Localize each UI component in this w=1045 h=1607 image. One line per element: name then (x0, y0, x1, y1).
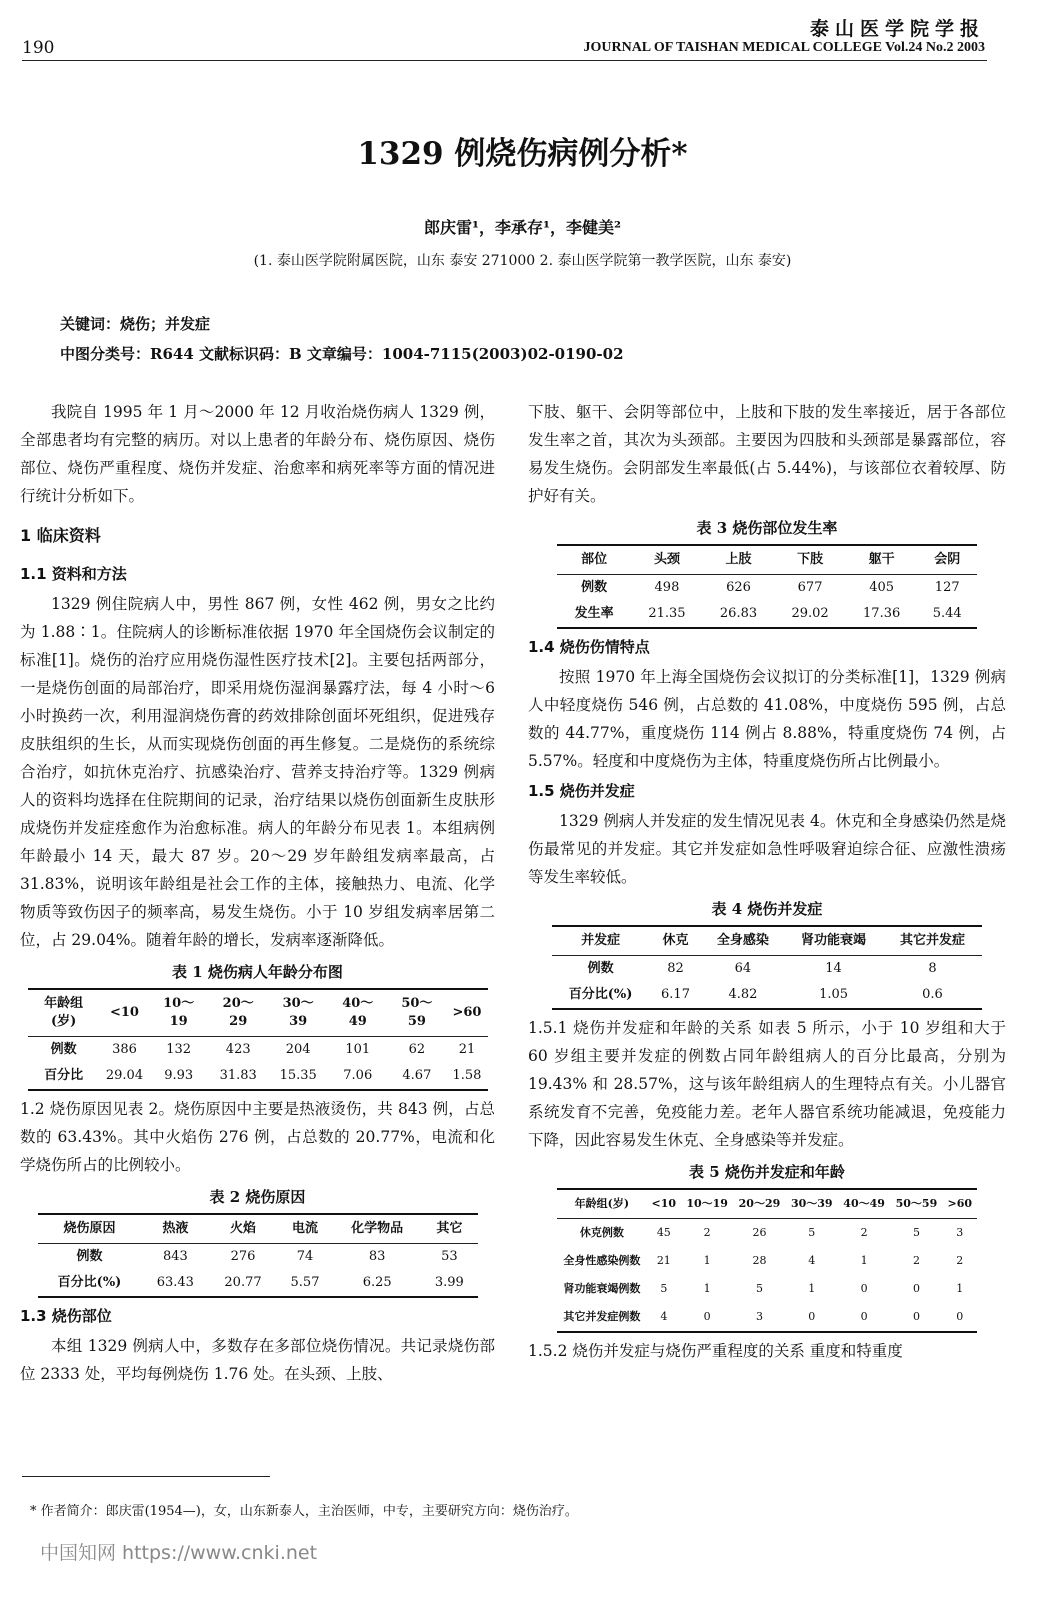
table-header-cell: <10 (647, 1189, 681, 1219)
table-cell: 3.99 (421, 1270, 477, 1297)
table-header-cell: 10～19 (681, 1189, 733, 1219)
table-cell: 31.83 (208, 1063, 268, 1090)
table-cell: 0 (890, 1303, 942, 1332)
affiliation: (1. 泰山医学院附属医院，山东 泰安 271000 2. 泰山医学院第一教学医院，山东 泰安) (253, 253, 792, 269)
table-cell: 0 (838, 1303, 890, 1332)
section-heading-1: 1 临床资料 (20, 526, 101, 545)
table-cell: 74 (296, 1249, 314, 1264)
table-cell: 17.36 (846, 601, 918, 628)
table-cell: 0.6 (883, 982, 982, 1009)
table-header-cell: 年龄组(岁) (557, 1189, 647, 1219)
paragraph-1-2: 1.2 烧伤原因见表 2。烧伤原因中主要是热液烫伤，共 843 例，占总数的 63.43%。其中火焰伤 276 例，占总数的 20.77%，电流和化学烧伤所占的比例较小。 (20, 1100, 495, 1174)
table-header-cell: 热液 (142, 1214, 210, 1244)
paragraph-1-1: 1329 例住院病人中，男性 867 例，女性 462 例，男女之比约为 1.88∶1。住院病人的诊断标准依据 1970 年全国烧伤会议制定的标准[1]。烧伤的治疗应用烧伤湿性医疗技术[2]。主要包括两部分，一是烧伤创面的局部治疗，即采用烧伤湿润暴露疗法，每 4 小时～6 小时换药一次，利用湿润烧伤膏的药效排除创面坏死组织，促进残存皮肤组织的生长，从而实现烧伤创面的再生修复。二是烧伤的系统综合治疗，如抗休克治疗、抗感染治疗、营养支持治疗等。1329 例病人的资料均选择在住院期间的记录，治疗结果以烧伤创面新生皮肤形成烧伤并发症痊愈作为治愈标准。病人的年龄分布见表 1。本组病例年龄最小 14 天，最大 87 岁。20～29 岁年龄组发病率最高，占 31.83%，说明该年龄组是社会工作的主体，接触热力、电流、化学物质等致伤因子的频率高，易发生烧伤。小于 10 岁组发病率居第二位，占 29.04%。随着年龄的增长，发病率逐渐降低。 (20, 595, 495, 949)
table-cell: 677 (797, 580, 823, 595)
table-cell: 101 (345, 1042, 371, 1057)
header-rule (22, 60, 987, 61)
table-cell: 498 (654, 580, 680, 595)
table-header-cell: 头颈 (631, 545, 703, 575)
table-cell: 132 (166, 1042, 192, 1057)
table-cell: 1 (956, 1282, 964, 1295)
table2-caption: 表 2 烧伤原因 (209, 1188, 306, 1206)
table-cell: 405 (869, 580, 895, 595)
table-cell: 0 (786, 1303, 838, 1332)
table-cell: 0 (681, 1303, 733, 1332)
table-row (557, 601, 977, 628)
table-cell: 4.67 (387, 1063, 446, 1090)
table-header-cell: 年龄组(岁) (28, 989, 100, 1037)
table-cell: 386 (112, 1042, 137, 1057)
table-cell: 9.93 (149, 1063, 208, 1090)
table-cell: 0 (943, 1303, 977, 1332)
intro-paragraph: 我院自 1995 年 1 月～2000 年 12 月收治烧伤病人 1329 例，全部患者均有完整的病历。对以上患者的年龄分布、烧伤原因、烧伤部位、烧伤严重程度、烧伤并发症、治愈率和病死率等方面的情况进行统计分析如下。 (20, 403, 495, 505)
table-cell: 4 (808, 1254, 816, 1267)
table-header-cell: 下肢 (774, 545, 846, 575)
table-row-label: 休克例数 (579, 1226, 624, 1239)
table-header-cell: 躯干 (846, 545, 918, 575)
table-cell: 15.35 (268, 1063, 328, 1090)
table-cell: 626 (726, 580, 751, 595)
table-row (557, 1247, 977, 1275)
table-cell: 63.43 (142, 1270, 210, 1297)
header-journal-cn: 泰山医学院学报 (809, 18, 985, 40)
table-header-cell: 肾功能衰竭 (784, 926, 883, 956)
table-cell: 1.58 (446, 1063, 487, 1090)
table-row (28, 1037, 488, 1064)
table-header-cell: >60 (446, 989, 487, 1037)
table-5 (557, 1188, 977, 1333)
table-row-label: 发生率 (557, 601, 631, 628)
table-cell: 21 (656, 1254, 671, 1267)
table-2 (38, 1213, 478, 1298)
paragraph-1-5-1: 1.5.1 烧伤并发症和年龄的关系 如表 5 所示，小于 10 岁组和大于 60 岁组主要并发症的例数占同年龄组病人的百分比最高，分别为 19.43% 和 28.57%，这与该年龄组病人的生理特点有关。小儿器官系统发育不完善，免疫能力差。老年人器官系统功能减退，免疫能力下降，因此容易发生休克、全身感染等并发症。 (528, 1019, 1006, 1149)
table-cell: 5 (912, 1226, 920, 1239)
table-cell: 6.17 (649, 982, 702, 1009)
table-cell: 28 (752, 1254, 767, 1267)
left-column (20, 398, 495, 1388)
table-header-cell: 40～49 (838, 1189, 890, 1219)
article-title: 1329 例烧伤病例分析* (357, 136, 688, 172)
table-header-cell: 其它 (421, 1214, 477, 1244)
table-header-cell: 30～39 (268, 989, 328, 1037)
paragraph-1-5: 1329 例病人并发症的发生情况见表 4。休克和全身感染仍然是烧伤最常见的并发症。其它并发症如急性呼吸窘迫综合征、应激性溃疡等发生率较低。 (528, 812, 1006, 886)
table-row (557, 1219, 977, 1248)
section-heading-1-4: 1.4 烧伤伤情特点 (528, 638, 650, 656)
table-cell: 423 (225, 1042, 251, 1057)
keywords: 关键词：烧伤；并发症 (60, 315, 211, 333)
table-cell: 2 (703, 1226, 711, 1239)
table-cell: 5 (660, 1282, 668, 1295)
right-column (528, 398, 1006, 1365)
table-cell: 1 (703, 1282, 711, 1295)
table-row (557, 1303, 977, 1332)
table-row-label: 百分比 (28, 1063, 100, 1090)
table-row-label: 例数 (76, 1249, 103, 1264)
table-cell: 62 (408, 1042, 426, 1057)
table-header-cell: 火焰 (209, 1214, 277, 1244)
table-row (38, 1270, 478, 1297)
table5-caption: 表 5 烧伤并发症和年龄 (689, 1163, 845, 1181)
table-row-label: 百分比(%) (38, 1270, 142, 1297)
header-journal-en: JOURNAL OF TAISHAN MEDICAL COLLEGE Vol.24 No.2 2003 (583, 40, 985, 55)
table-cell: 5.57 (277, 1270, 333, 1297)
table-row-label: 全身性感染例数 (563, 1254, 641, 1267)
table4-caption: 表 4 烧伤并发症 (711, 900, 823, 918)
table-header-cell: 50～59 (387, 989, 446, 1037)
table-row-label: 例数 (587, 961, 614, 976)
watermark: 中国知网 https://www.cnki.net (40, 1542, 318, 1564)
table-header-cell: 30～39 (786, 1189, 838, 1219)
table-cell: 3 (956, 1226, 964, 1239)
table-cell: 6.25 (333, 1270, 421, 1297)
table-cell: 1.05 (784, 982, 883, 1009)
table-cell: 4.82 (702, 982, 784, 1009)
section-heading-1-1: 1.1 资料和方法 (20, 565, 127, 583)
table-cell: 8 (928, 961, 937, 976)
paragraph-1-4: 按照 1970 年上海全国烧伤会议拟订的分类标准[1]，1329 例病人中轻度烧伤 546 例，占总数的 41.08%，中度烧伤 595 例，占总数的 44.77%，重度烧伤 114 例占 8.88%，特重度烧伤 74 例，占 5.57%。轻度和中度烧伤为主体，特重度烧伤所占比例最小。 (528, 668, 1006, 770)
table-row (557, 575, 977, 602)
paragraph-1-3: 本组 1329 例病人中，多数存在多部位烧伤情况。共记录烧伤部位 2333 处，平均每例烧伤 1.76 处。在头颈、上肢、 (20, 1337, 495, 1383)
table-header-cell: 20～29 (733, 1189, 785, 1219)
table-row (38, 1244, 478, 1271)
table-cell: 7.06 (328, 1063, 387, 1090)
table-cell: 26 (752, 1226, 767, 1239)
table-row-label: 例数 (581, 580, 608, 595)
classification: 中图分类号：R644 文献标识码：B 文章编号：1004-7115(2003)02-0190-02 (60, 345, 624, 363)
footnote: * 作者简介：郎庆雷(1954—)，女，山东新泰人，主治医师，中专，主要研究方向：烧伤治疗。 (30, 1504, 578, 1519)
table-cell: 204 (285, 1042, 311, 1057)
table-3 (557, 544, 977, 629)
table-cell: 83 (368, 1249, 386, 1264)
table-4 (552, 925, 982, 1010)
table-cell: 2 (912, 1254, 920, 1267)
table-header-cell: 电流 (277, 1214, 333, 1244)
table-header-cell: 部位 (557, 545, 631, 575)
table-row-label: 肾功能衰竭例数 (563, 1282, 641, 1295)
table-header-cell: 其它并发症 (883, 926, 982, 956)
table-cell: 127 (934, 580, 960, 595)
table-cell: 276 (230, 1249, 256, 1264)
table-header-cell: 并发症 (552, 926, 649, 956)
table-cell: 2 (860, 1226, 868, 1239)
table-cell: 21 (458, 1042, 476, 1057)
table1-caption: 表 1 烧伤病人年龄分布图 (172, 963, 343, 981)
table-cell: 4 (647, 1303, 681, 1332)
table3-caption: 表 3 烧伤部位发生率 (696, 519, 838, 537)
table-row (552, 982, 982, 1009)
table-header-cell: 上肢 (703, 545, 775, 575)
table-cell: 26.83 (703, 601, 775, 628)
table-row-label: 其它并发症例数 (557, 1303, 647, 1332)
table-cell: 5.44 (917, 601, 977, 628)
table-cell: 1 (808, 1282, 816, 1295)
table-cell: 5 (755, 1282, 763, 1295)
table-header-cell: 40～49 (328, 989, 387, 1037)
table-cell: 29.04 (100, 1063, 149, 1090)
table-header-cell: 休克 (649, 926, 702, 956)
table-cell: 1 (703, 1254, 711, 1267)
table-header-cell: 会阴 (917, 545, 977, 575)
table-header-cell: 20～29 (208, 989, 268, 1037)
table-cell: 53 (441, 1249, 458, 1264)
header-page-number: 190 (22, 38, 55, 58)
table-cell: 2 (956, 1254, 964, 1267)
paragraph-1-5-2: 1.5.2 烧伤并发症与烧伤严重程度的关系 重度和特重度 (528, 1342, 903, 1360)
table-cell: 64 (734, 961, 752, 976)
table-row (557, 1275, 977, 1303)
table-row (552, 956, 982, 983)
footnote-rule (22, 1476, 270, 1477)
table-cell: 21.35 (631, 601, 703, 628)
table-cell: 3 (733, 1303, 785, 1332)
paragraph-continued: 下肢、躯干、会阴等部位中，上肢和下肢的发生率接近，居于各部位发生率之首，其次为头颈部。主要因为四肢和头颈部是暴露部位，容易发生烧伤。会阴部发生率最低(占 5.44%)，与该部位衣着较厚、防护好有关。 (528, 403, 1006, 505)
table-cell: 82 (667, 961, 684, 976)
table-row-label: 例数 (50, 1042, 77, 1057)
table-cell: 843 (162, 1249, 188, 1264)
table-row-label: 百分比(%) (552, 982, 649, 1009)
table-cell: 45 (656, 1226, 671, 1239)
table-cell: 20.77 (209, 1270, 277, 1297)
table-cell: 14 (825, 961, 842, 976)
table-header-cell: >60 (943, 1189, 977, 1219)
authors: 郎庆雷¹，李承存¹，李健美² (423, 218, 622, 237)
table-header-cell: 全身感染 (702, 926, 784, 956)
table-cell: 0 (860, 1282, 868, 1295)
table-cell: 1 (860, 1254, 868, 1267)
table-header-cell: 烧伤原因 (38, 1214, 142, 1244)
section-heading-1-3: 1.3 烧伤部位 (20, 1307, 112, 1325)
table-cell: 29.02 (774, 601, 846, 628)
section-heading-1-5: 1.5 烧伤并发症 (528, 782, 635, 800)
table-header-cell: 化学物品 (333, 1214, 421, 1244)
table-row (28, 1063, 488, 1090)
table-header-cell: 10～19 (149, 989, 208, 1037)
table-cell: 5 (808, 1226, 816, 1239)
table-cell: 0 (912, 1282, 920, 1295)
table-header-cell: <10 (100, 989, 149, 1037)
table-header-cell: 50～59 (890, 1189, 942, 1219)
table-1 (28, 988, 488, 1091)
